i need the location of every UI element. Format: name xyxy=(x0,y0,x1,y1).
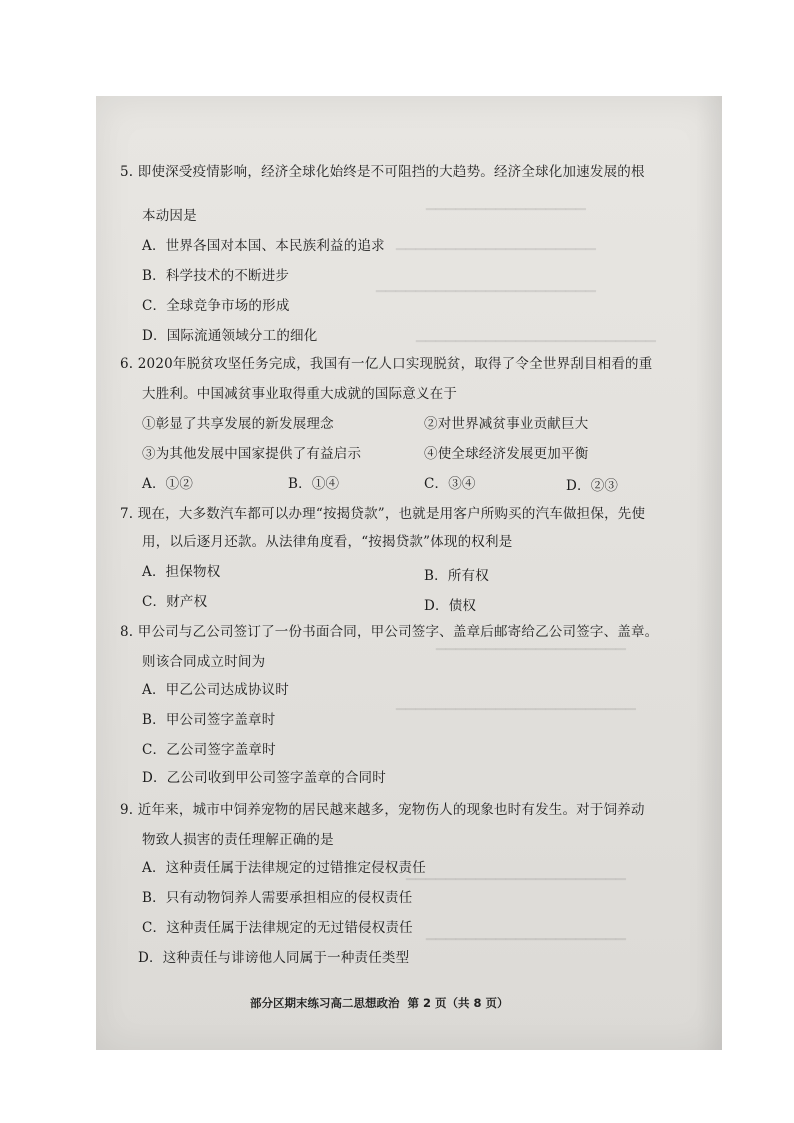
q5-option-d: D．国际流通领域分工的细化 xyxy=(142,328,318,344)
footer-exam-title: 部分区期末练习高二思想政治 xyxy=(250,996,400,1010)
q7-option-a: A．担保物权 xyxy=(142,564,221,580)
q6-option-a: A．①② xyxy=(142,476,194,492)
page-fold-shadow xyxy=(696,96,722,1050)
q8-option-a: A．甲乙公司达成协议时 xyxy=(142,682,289,698)
q8-option-b: B．甲公司签字盖章时 xyxy=(142,712,276,728)
q9-option-b: B．只有动物饲养人需要承担相应的侵权责任 xyxy=(142,890,413,906)
q6-statement-3: ③为其他发展中国家提供了有益启示 xyxy=(142,446,362,462)
q8-stem-line2: 则该合同成立时间为 xyxy=(142,654,266,670)
q6-statement-1: ①彰显了共享发展的新发展理念 xyxy=(142,416,334,432)
q7-option-c: C．财产权 xyxy=(142,594,208,610)
q7-stem-line1: 7. 现在，大多数汽车都可以办理“按揭贷款”，也就是用客户所购买的汽车做担保，先使 xyxy=(120,506,646,522)
q9-stem-line2: 物致人损害的责任理解正确的是 xyxy=(142,832,334,848)
footer-page-number: 第 2 页（共 8 页） xyxy=(407,996,509,1010)
q6-statement-2: ②对世界减贫事业贡献巨大 xyxy=(424,416,589,432)
photographed-page: ▁▁▁▁▁▁▁▁▁▁▁▁▁▁▁▁ ▁▁▁▁▁▁▁▁▁▁▁▁▁▁▁▁▁▁▁▁ ▁▁▁▁▁▁▁▁▁▁▁▁▁▁▁▁▁▁▁▁▁▁ ▁▁▁▁▁▁▁▁▁▁▁▁▁▁▁▁▁▁▁▁▁▁▁▁ ▁▁▁▁▁▁▁▁▁▁▁▁▁▁▁▁▁▁▁ ▁▁▁▁▁▁▁▁▁▁▁▁▁▁▁▁▁▁▁▁▁▁▁▁ ▁▁▁▁▁▁▁▁▁▁▁▁▁▁▁▁▁▁▁▁▁▁ ▁▁▁▁▁▁▁▁▁▁▁▁▁▁▁▁▁▁▁▁ 5. 即使深受疫情影响，经济全球化始终是不可阻挡的大趋势。经济全球化加速发展的根 本动因是 A．世界各国对本国、本民族利益的追求 B．科学技术的不断进步 C．全球竞争市场的形成 D．国际流通领域分工的细化 6. 2020年脱贫攻坚任务完成，我国有一亿人口实现脱贫，取得了令全世界刮目相看的重 大胜利。中国减贫事业取得重大成就的国际意义在于 ①彰显了共享发展的新发展理念 ②对世界减贫事业贡献巨大 ③为其他发展中国家提供了有益启示 ④使全球经济发展更加平衡 A．①② B．①④ C．③④ D．②③ 7. 现在，大多数汽车都可以办理“按揭贷款”，也就是用客户所购买的汽车做担保，先使 用，以后逐月还款。从法律角度看，“按揭贷款”体现的权利是 A．担保物权 B．所有权 C．财产权 D．债权 8. 甲公司与乙公司签订了一份书面合同，甲公司签字、盖章后邮寄给乙公司签字、盖章。 则该合同成立时间为 A．甲乙公司达成协议时 B．甲公司签字盖章时 C．乙公司签字盖章时 D．乙公司收到甲公司签字盖章的合同时 9. 近年来，城市中饲养宠物的居民越来越多，宠物伤人的现象也时有发生。对于饲养动 物致人损害的责任理解正确的是 A．这种责任属于法律规定的过错推定侵权责任 B．只有动物饲养人需要承担相应的侵权责任 C．这种责任属于法律规定的无过错侵权责任 D．这种责任与诽谤他人同属于一种责任类型 xyxy=(96,96,722,1050)
q5-option-c: C．全球竞争市场的形成 xyxy=(142,298,290,314)
q6-option-c: C．③④ xyxy=(424,476,476,492)
q6-stem-line1: 6. 2020年脱贫攻坚任务完成，我国有一亿人口实现脱贫，取得了令全世界刮目相看的重 xyxy=(120,356,653,372)
q7-option-d: D．债权 xyxy=(424,598,477,614)
q9-option-d: D．这种责任与诽谤他人同属于一种责任类型 xyxy=(138,950,410,966)
q9-stem-line1: 9. 近年来，城市中饲养宠物的居民越来越多，宠物伤人的现象也时有发生。对于饲养动 xyxy=(120,802,645,818)
page-footer xyxy=(250,995,513,1011)
q7-stem-line2: 用，以后逐月还款。从法律角度看，“按揭贷款”体现的权利是 xyxy=(142,534,513,550)
q8-option-c: C．乙公司签字盖章时 xyxy=(142,742,276,758)
q6-option-b: B．①④ xyxy=(288,476,340,492)
q5-option-b: B．科学技术的不断进步 xyxy=(142,268,290,284)
q7-option-b: B．所有权 xyxy=(424,568,489,584)
q9-option-a: A．这种责任属于法律规定的过错推定侵权责任 xyxy=(142,860,426,876)
q6-option-d: D．②③ xyxy=(566,478,619,494)
q6-statement-4: ④使全球经济发展更加平衡 xyxy=(424,446,589,462)
q8-stem-line1: 8. 甲公司与乙公司签订了一份书面合同，甲公司签字、盖章后邮寄给乙公司签字、盖章。 xyxy=(120,624,659,640)
q5-option-a: A．世界各国对本国、本民族利益的追求 xyxy=(142,238,385,254)
q8-option-d: D．乙公司收到甲公司签字盖章的合同时 xyxy=(142,770,386,786)
q9-option-c: C．这种责任属于法律规定的无过错侵权责任 xyxy=(142,920,413,936)
q5-stem-line2: 本动因是 xyxy=(142,208,197,224)
q6-stem-line2: 大胜利。中国减贫事业取得重大成就的国际意义在于 xyxy=(142,386,458,402)
q5-stem-line1: 5. 即使深受疫情影响，经济全球化始终是不可阻挡的大趋势。经济全球化加速发展的根 xyxy=(120,164,645,180)
